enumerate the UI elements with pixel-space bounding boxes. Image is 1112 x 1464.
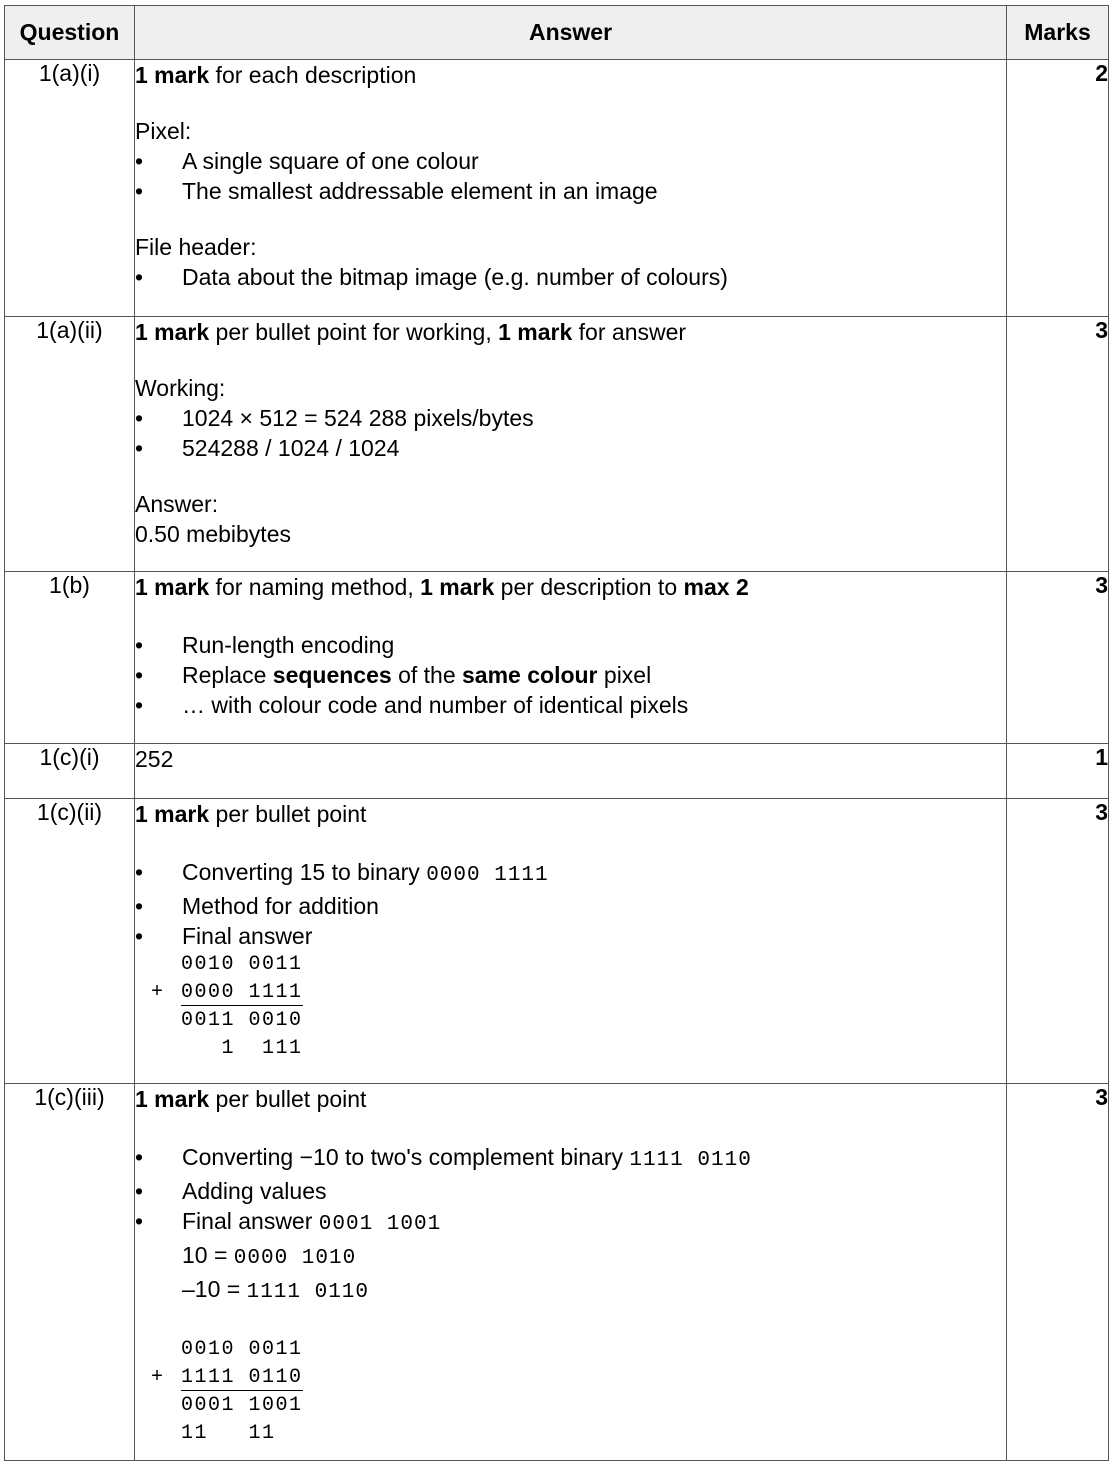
table-row [5,799,1109,1084]
answer-value: 252 [135,746,174,772]
plus-sign: + [151,1366,165,1389]
plus-sign: + [151,981,165,1004]
list-item: • Final answer 0001 1001 [135,1206,1006,1240]
pixel-label: Pixel: [135,118,192,144]
question-number: 1(c)(iii) [5,1084,135,1461]
sum-result: 0011 0010 [181,1009,303,1032]
answer-cell [135,60,1007,317]
working-label: Working: [135,375,226,401]
list-item: • Method for addition [135,891,1006,921]
addend-1: 0010 0011 [181,953,303,976]
file-header-bullets [135,262,1006,292]
answer-cell [135,1084,1007,1461]
question-number: 1(a)(ii) [5,317,135,572]
marks-value: 3 [1007,1084,1109,1461]
question-number: 1(a)(i) [5,60,135,317]
lead-line: 1 mark for each description [135,62,417,88]
list-item: • The smallest addressable element in an image [135,176,1006,206]
question-number: 1(c)(ii) [5,799,135,1084]
step-bullets [135,1142,1006,1240]
list-item: • Data about the bitmap image (e.g. number of colours) [135,262,1006,292]
list-item: • Replace sequences of the same colour pixel [135,660,1006,690]
table-row [5,744,1109,799]
working-bullets [135,403,1006,463]
marks-value: 3 [1007,799,1109,1084]
addend-2: 1111 0110 [181,1366,303,1389]
addend-2: 0000 1111 [181,981,303,1004]
answer-label: Answer: [135,491,219,517]
question-header: Question [5,6,135,60]
table-row [5,60,1109,317]
method-bullets [135,630,1006,720]
list-item: • Converting −10 to two's complement binary 1111 0110 [135,1142,1006,1176]
marks-value: 1 [1007,744,1109,799]
list-item: • … with colour code and number of identical pixels [135,690,1006,720]
lead-line: 1 mark per bullet point [135,1086,367,1112]
mark-scheme-table [4,5,1109,1461]
sum-result: 0001 1001 [181,1394,303,1417]
list-item: • Final answer [135,921,1006,951]
carry-bits: 11 11 [181,1422,276,1445]
question-number: 1(b) [5,572,135,744]
file-header-label: File header: [135,234,257,260]
lead-line: 1 mark for naming method, 1 mark per description to max 2 [135,574,749,600]
answer-cell [135,572,1007,744]
marks-value: 2 [1007,60,1109,317]
answer-cell [135,317,1007,572]
lead-line: 1 mark per bullet point for working, 1 mark for answer [135,319,687,345]
carry-bits: 1 111 [181,1037,303,1060]
answer-header: Answer [135,6,1007,60]
list-item: • 1024 × 512 = 524 288 pixels/bytes [135,403,1006,433]
pixel-bullets [135,146,1006,206]
step-bullets [135,857,1006,951]
marks-value: 3 [1007,317,1109,572]
addend-1: 0010 0011 [181,1338,303,1361]
answer-value: 0.50 mebibytes [135,521,291,547]
binary-addition [151,1336,1006,1448]
answer-cell [135,799,1007,1084]
list-item: • Adding values [135,1176,1006,1206]
list-item: • Run-length encoding [135,630,1006,660]
header-row [5,6,1109,60]
list-item: • A single square of one colour [135,146,1006,176]
lead-line: 1 mark per bullet point [135,801,367,827]
marks-header: Marks [1007,6,1109,60]
list-item: • Converting 15 to binary 0000 1111 [135,857,1006,891]
ten-binary: 10 = 0000 1010 [182,1242,357,1270]
table-row [5,1084,1109,1461]
marks-value: 3 [1007,572,1109,744]
table-row [5,572,1109,744]
answer-cell [135,744,1007,799]
negative-ten-binary: –10 = 1111 0110 [182,1276,370,1304]
table-row [5,317,1109,572]
question-number: 1(c)(i) [5,744,135,799]
list-item: • 524288 / 1024 / 1024 [135,433,1006,463]
binary-addition [151,951,1006,1063]
